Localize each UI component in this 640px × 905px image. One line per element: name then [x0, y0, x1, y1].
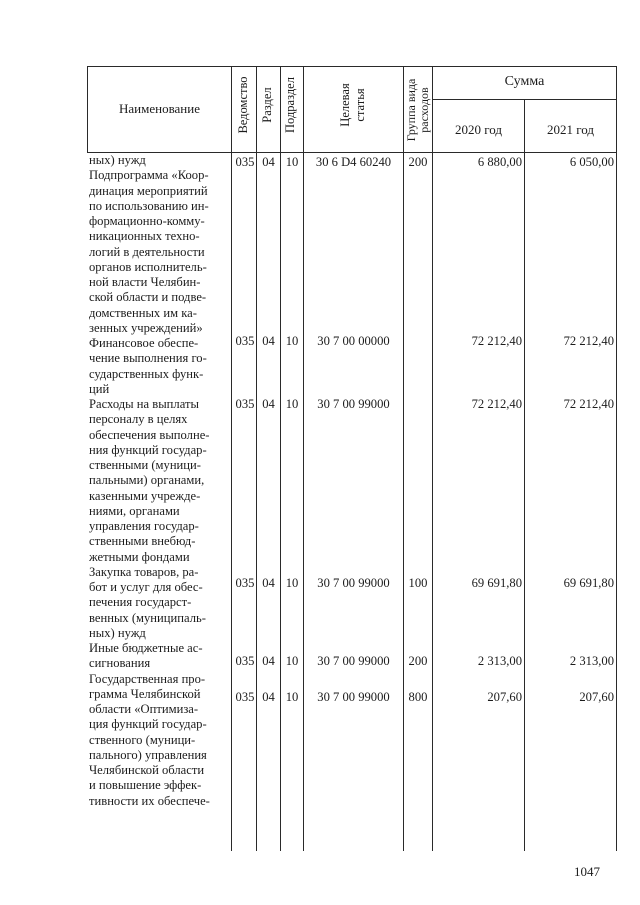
cell-summa-2021: 72 212,40	[563, 397, 614, 411]
cell-razdel: 04	[262, 334, 275, 348]
name-line: домственных им ка-	[89, 305, 197, 320]
cell-summa-2021: 207,60	[579, 690, 614, 704]
name-line: обеспечения выполне-	[89, 427, 210, 442]
col-line-cs	[403, 66, 404, 851]
cell-vedomstvo: 035	[235, 334, 255, 348]
header-gruppa-line1: Группа вида	[404, 78, 418, 142]
name-line: ниями, органами	[89, 503, 180, 518]
cell-summa-2021: 72 212,40	[563, 334, 614, 348]
name-line: ция функций государ-	[89, 717, 207, 732]
name-line: тивности их обеспече-	[89, 793, 210, 808]
name-line: печения государст-	[89, 595, 192, 610]
header-year-2020: 2020 год	[455, 122, 502, 137]
cell-summa-2021: 6 050,00	[569, 155, 614, 169]
name-line: по использованию ин-	[89, 198, 209, 213]
col-line-vr	[432, 66, 433, 851]
cell-gruppa-vida: 800	[408, 690, 428, 704]
cell-summa-2020: 72 212,40	[471, 334, 522, 348]
name-line: области «Оптимиза-	[89, 702, 199, 716]
header-celevaya	[338, 70, 368, 140]
name-line: ния функций государ-	[89, 442, 207, 457]
name-line: ных) нужд	[89, 625, 146, 640]
header-gruppa-line2: расходов	[416, 87, 431, 133]
name-line: персоналу в целях	[89, 412, 188, 427]
name-line: и повышение эффек-	[89, 778, 202, 793]
cell-razdel: 04	[262, 576, 275, 590]
name-line: Иные бюджетные ас-	[89, 641, 203, 655]
name-line: пального) управления	[89, 747, 207, 762]
cell-podrazdel: 10	[285, 654, 299, 668]
name-line: сигнования	[89, 656, 151, 671]
name-line: пальными) органами,	[89, 473, 205, 488]
name-line: грамма Челябинской	[89, 686, 201, 701]
header-name: Наименование	[119, 101, 200, 116]
col-line-right	[616, 66, 617, 851]
table-top-border	[87, 66, 617, 67]
name-line: Челябинской области	[89, 763, 205, 777]
col-line-ved	[256, 66, 257, 851]
name-line: логий в деятельности	[89, 244, 205, 259]
name-line: ственными внебюд-	[89, 534, 196, 549]
header-razdel: Раздел	[260, 87, 274, 123]
cell-podrazdel: 10	[285, 397, 299, 411]
cell-summa-2021: 2 313,00	[569, 654, 614, 668]
name-column	[89, 153, 231, 809]
col-line-podrazdel	[303, 66, 304, 851]
name-line: бот и услуг для обес-	[89, 580, 203, 594]
cell-summa-2020: 72 212,40	[471, 397, 522, 411]
cell-summa-2020: 69 691,80	[471, 576, 522, 590]
name-line: управления государ-	[89, 519, 199, 533]
header-celevaya-line2: статья	[353, 88, 367, 122]
name-line: жетными фондами	[89, 549, 190, 564]
col-line-2020	[524, 99, 525, 851]
name-line: Подпрограмма «Коор-	[89, 168, 209, 183]
name-line: формационно-комму-	[89, 214, 205, 228]
header-summa: Сумма	[504, 74, 545, 89]
name-line: ной власти Челябин-	[89, 275, 201, 289]
name-line: ской области и подве-	[89, 290, 207, 305]
cell-celevaya-statya: 30 7 00 99000	[317, 576, 390, 590]
cell-vedomstvo: 035	[235, 654, 255, 668]
name-line: динация мероприятий	[89, 183, 208, 198]
cell-podrazdel: 10	[285, 334, 299, 348]
col-line-name	[231, 66, 232, 851]
cell-celevaya-statya: 30 7 00 00000	[317, 334, 390, 348]
cell-gruppa-vida: 200	[408, 654, 428, 668]
name-line: венных (муниципаль-	[89, 610, 206, 625]
header-podrazdel: Подраздел	[283, 77, 297, 133]
name-line: Финансовое обеспе-	[89, 336, 199, 350]
name-line: органов исполнитель-	[89, 259, 207, 274]
name-line: ций	[89, 381, 110, 396]
name-line: чение выполнения го-	[89, 351, 207, 366]
name-line: ных) нужд	[89, 153, 146, 167]
name-line: Расходы на выплаты	[89, 397, 199, 411]
name-line: сударственных функ-	[89, 366, 204, 381]
cell-celevaya-statya: 30 7 00 99000	[317, 654, 390, 668]
name-line: Закупка товаров, ра-	[89, 564, 199, 579]
cell-summa-2020: 207,60	[487, 690, 522, 704]
cell-razdel: 04	[262, 654, 275, 668]
cell-celevaya-statya: 30 7 00 99000	[317, 690, 390, 704]
cell-vedomstvo: 035	[235, 155, 255, 169]
cell-podrazdel: 10	[285, 576, 299, 590]
header-gruppa	[405, 69, 430, 151]
name-line: казенными учрежде-	[89, 488, 201, 503]
header-vedomstvo: Ведомство	[236, 76, 250, 134]
page-number: 1047	[574, 864, 600, 879]
name-line: ственными (муници-	[89, 458, 201, 472]
cell-celevaya-statya: 30 6 D4 60240	[315, 155, 392, 169]
cell-razdel: 04	[262, 397, 275, 411]
cell-gruppa-vida: 200	[408, 155, 428, 169]
name-line: никационных техно-	[89, 229, 200, 244]
cell-vedomstvo: 035	[235, 397, 255, 411]
cell-summa-2020: 2 313,00	[477, 654, 522, 668]
cell-vedomstvo: 035	[235, 576, 255, 590]
cell-podrazdel: 10	[285, 690, 299, 704]
cell-razdel: 04	[262, 690, 275, 704]
cell-gruppa-vida: 100	[408, 576, 428, 590]
header-celevaya-line1: Целевая	[338, 83, 352, 127]
col-line-razdel	[280, 66, 281, 851]
cell-celevaya-statya: 30 7 00 99000	[317, 397, 390, 411]
cell-summa-2021: 69 691,80	[563, 576, 614, 590]
cell-summa-2020: 6 880,00	[477, 155, 522, 169]
cell-vedomstvo: 035	[235, 690, 255, 704]
cell-razdel: 04	[262, 155, 275, 169]
cell-podrazdel: 10	[285, 155, 299, 169]
header-year-2021: 2021 год	[547, 122, 594, 137]
name-line: Государственная про-	[89, 671, 206, 686]
name-line: зенных учреждений»	[89, 320, 203, 335]
name-line: ственного (муници-	[89, 732, 196, 747]
